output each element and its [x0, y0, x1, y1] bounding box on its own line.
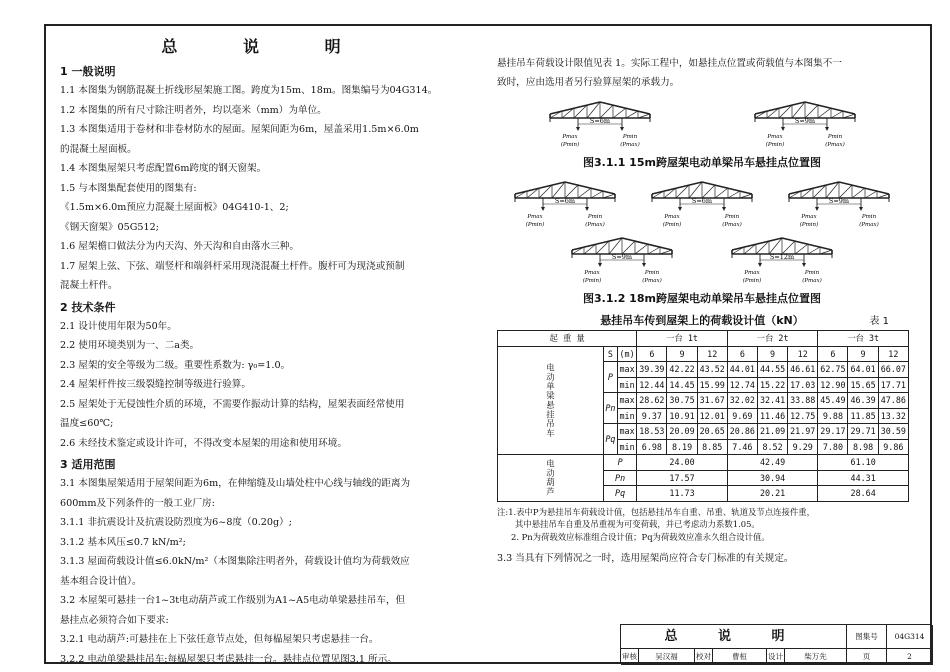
truss-label: S=6m — [691, 197, 713, 205]
table-cell: 8.52 — [757, 439, 787, 455]
truss-member — [732, 238, 782, 250]
table-cell: 14.45 — [667, 377, 697, 393]
review-name: 吴汉福 — [639, 649, 695, 665]
table-cell: 17.71 — [878, 377, 908, 393]
s3-line: 3.1.2 基本风压≤0.7 kN/m²; — [60, 536, 186, 548]
left-column — [52, 30, 480, 669]
truss-diagram — [722, 232, 842, 288]
load-arrow — [825, 127, 829, 131]
table-cell: 44.31 — [818, 470, 909, 486]
s1-line: 1.4 本图集屋架只考虑配置6m跨度的钢天窗架。 — [60, 163, 267, 174]
truss-diagram — [779, 176, 899, 232]
clause-3-3: 3.3 当具有下列情况之一时，选用屋架尚应符合专门标准的有关规定。 — [497, 553, 794, 564]
truss-label: Pmax — [584, 270, 600, 276]
truss-diagram — [540, 96, 660, 152]
s3-line: 3.2.1 电动葫芦:可悬挂在上下弦任意节点处，但每榀屋架只考虑悬挂一台。 — [60, 634, 379, 645]
table-cell: 30.59 — [878, 424, 908, 440]
table-cell: 28.62 — [637, 393, 667, 409]
truss-label: Pmin — [724, 214, 740, 220]
load-arrow — [541, 207, 545, 211]
table-cell: max — [617, 393, 636, 409]
table-cell: 42.22 — [667, 362, 697, 378]
load-arrow — [802, 263, 806, 267]
table-cell: 一台 3t — [818, 331, 909, 347]
s1-line: 的混凝土屋面板。 — [60, 143, 137, 155]
table-cell: 11.85 — [848, 408, 878, 424]
table-cell: min — [617, 439, 636, 455]
truss-label: (Pmin) — [742, 278, 762, 284]
table-cell: 9 — [667, 346, 697, 362]
table-cell: 15.99 — [697, 377, 727, 393]
truss-member — [808, 247, 820, 254]
table-cell: 43.52 — [697, 362, 727, 378]
table-cell: 10.91 — [667, 408, 697, 424]
table-cell: 8.19 — [667, 439, 697, 455]
atlas-number: 04G314 — [887, 625, 933, 649]
note-line-2: 其中悬挂吊车自重及吊重视为可变荷载，并已考虑动力系数1.05。 — [515, 519, 760, 529]
truss-label: (Pmax) — [722, 222, 742, 228]
table-cell: 11.73 — [637, 486, 728, 502]
truss-member — [572, 238, 622, 250]
s1-line: 1.7 屋架上弦、下弦、端竖杆和端斜杆采用现浇混凝土杆件。腹杆可为现浇或预制 — [60, 260, 405, 272]
truss-member — [652, 182, 702, 194]
table-cell: 20.86 — [727, 424, 757, 440]
table-cell: max — [617, 362, 636, 378]
table-cell: 44.01 — [727, 362, 757, 378]
table-cell: 62.75 — [818, 362, 848, 378]
s2-line: 2.4 屋架杆件按三级裂缝控制等级进行验算。 — [60, 379, 251, 390]
table-cell: P — [603, 455, 636, 471]
truss-label: Pmax — [527, 214, 543, 220]
page-label: 页 — [847, 649, 887, 665]
table-cell: 12 — [878, 346, 908, 362]
table-cell: 47.86 — [878, 393, 908, 409]
table-cell: 33.88 — [788, 393, 818, 409]
truss-diagram — [642, 176, 762, 232]
table-cell: 24.00 — [637, 455, 728, 471]
s2-line: 2.3 屋架的安全等级为二级。重要性系数为: γ₀=1.0。 — [60, 359, 291, 371]
figure-18m-caption: 图3.1.2 18m跨屋架电动单梁吊车悬挂点位置图 — [583, 292, 821, 305]
s2-line: 2.6 未经技术鉴定或设计许可，不得改变本屋架的用途和使用环境。 — [60, 437, 347, 449]
table-cell: 9.69 — [727, 408, 757, 424]
truss-label: S=9m — [828, 197, 849, 205]
truss-label: (Pmin) — [582, 278, 602, 284]
table-cell: 11.46 — [757, 408, 787, 424]
s1-line: 1.1 本图集为钢筋混凝土折线形屋架施工图。跨度为15m、18m。图集编号为04G314。 — [60, 85, 438, 96]
truss-diagram — [505, 176, 625, 232]
load-arrow — [620, 127, 624, 131]
table-cell: 13.32 — [878, 408, 908, 424]
table-cell: 一台 2t — [727, 331, 818, 347]
intro-line-1: 悬挂吊车荷载设计限值见表 1。实际工程中，如悬挂点位置或荷载值与本图集不一 — [497, 58, 842, 69]
load-arrow — [758, 263, 762, 267]
load-arrow — [585, 207, 589, 211]
s2-line: 温度≤60℃; — [60, 418, 114, 429]
s1-line: 《1.5m×6.0m预应力混凝土屋面板》04G410-1、2; — [60, 202, 289, 213]
section-1-body — [52, 81, 480, 296]
truss-member — [852, 188, 865, 198]
truss-label: S=9m — [611, 253, 633, 261]
truss-member — [591, 191, 603, 198]
truss-label: Pmin — [861, 214, 876, 220]
doc-title: 总 说 明 — [161, 37, 371, 56]
s1-line: 《钢天窗架》05G512; — [60, 221, 159, 233]
figure-15m-caption: 图3.1.1 15m跨屋架电动单梁吊车悬挂点位置图 — [583, 156, 821, 169]
truss-label: S=9m — [794, 117, 815, 125]
table-cell: 20.21 — [727, 486, 818, 502]
table-cell: 12.75 — [788, 408, 818, 424]
table-title — [497, 312, 907, 328]
load-arrow — [598, 263, 602, 267]
truss-member — [648, 247, 660, 254]
table-cell: 31.67 — [697, 393, 727, 409]
truss-label: Pmin — [644, 270, 660, 276]
truss-diagram — [745, 96, 865, 152]
table-cell: 12.01 — [697, 408, 727, 424]
truss-member — [578, 188, 591, 198]
table-cell: 6 — [637, 346, 667, 362]
load-table — [497, 330, 909, 502]
table-cell: min — [617, 408, 636, 424]
table-cell: 46.39 — [848, 393, 878, 409]
s3-line: 基本组合设计值）。 — [60, 575, 142, 587]
table-cell: 32.02 — [727, 393, 757, 409]
section-1-title: 1 一般说明 — [60, 65, 116, 78]
table-cell: 9 — [757, 346, 787, 362]
table-cell: Pn — [603, 393, 617, 424]
table-cell: 29.17 — [818, 424, 848, 440]
load-arrow — [642, 263, 646, 267]
truss-label: Pmin — [804, 270, 820, 276]
load-arrow — [678, 207, 682, 211]
table-cell: 30.75 — [667, 393, 697, 409]
truss-diagram — [562, 232, 682, 288]
truss-label: S=6m — [589, 117, 610, 125]
title-block-title: 总 说 明 — [621, 625, 847, 649]
table-cell: max — [617, 424, 636, 440]
table-cell: 7.80 — [818, 439, 848, 455]
truss-member — [600, 102, 650, 114]
s1-line: 1.3 本图集适用于卷材和非卷材防水的屋面。屋架间距为6m，屋盖采用1.5m×6.0m — [60, 124, 419, 135]
section-2-body — [52, 317, 480, 454]
truss-label: S=6m — [555, 197, 576, 205]
table-cell: 电动单梁悬挂吊车 — [498, 346, 604, 455]
load-arrow — [781, 127, 785, 131]
truss-member — [789, 182, 839, 194]
table-cell: 15.65 — [848, 377, 878, 393]
s2-line: 2.2 使用环境类别为一、二a类。 — [60, 340, 200, 351]
truss-member — [613, 108, 626, 118]
truss-member — [818, 108, 831, 118]
truss-member — [622, 238, 672, 250]
table-cell: 66.07 — [878, 362, 908, 378]
table-cell: 12.44 — [637, 377, 667, 393]
truss-label: Pmin — [827, 134, 842, 140]
table-cell: 8.98 — [848, 439, 878, 455]
table-cell: 29.71 — [848, 424, 878, 440]
truss-label: Pmax — [744, 270, 760, 276]
table-cell: 12 — [697, 346, 727, 362]
s3-line: 3.2 本屋架可悬挂一台1~3t电动葫芦或工作级别为A1~A5电动单梁悬挂吊车，但 — [60, 595, 406, 606]
table-cell: 17.57 — [637, 470, 728, 486]
s2-line: 2.5 屋架处于无侵蚀性介质的环境，不需要作振动计算的结构，屋架表面经常使用 — [60, 398, 405, 410]
page-number: 2 — [887, 649, 933, 665]
check-name: 曹桓 — [713, 649, 767, 665]
figure-18m-trusses-row2 — [497, 232, 907, 288]
truss-label: Pmax — [766, 134, 783, 140]
s3-line: 600mm及下列条件的一般工业厂房: — [60, 497, 215, 509]
table-cell: 6.98 — [637, 439, 667, 455]
s1-line: 1.5 与本图集配套使用的图集有: — [60, 182, 197, 194]
table-cell: 9.86 — [878, 439, 908, 455]
table-cell: 20.09 — [667, 424, 697, 440]
truss-label: (Pmin) — [662, 222, 682, 228]
truss-label: Pmin — [588, 214, 603, 220]
table-title-text: 悬挂吊车传到屋架上的荷载设计值（kN） — [600, 314, 804, 327]
load-arrow — [722, 207, 726, 211]
section-3-body — [52, 474, 480, 669]
table-cell: 18.53 — [637, 424, 667, 440]
truss-label: S=12m — [769, 253, 795, 261]
table-cell: 8.85 — [697, 439, 727, 455]
table-cell: 39.39 — [637, 362, 667, 378]
table-cell: 9.29 — [788, 439, 818, 455]
truss-member — [755, 102, 805, 114]
table-cell: Pn — [603, 470, 636, 486]
atlas-label: 图集号 — [847, 625, 887, 649]
table-header-row — [498, 331, 909, 347]
table-cell: (m) — [617, 346, 636, 362]
table-cell: 20.65 — [697, 424, 727, 440]
truss-member — [782, 238, 832, 250]
check-label: 校对 — [695, 649, 713, 665]
table-cell: 9.37 — [637, 408, 667, 424]
table-cell: 6 — [818, 346, 848, 362]
figure-18m-trusses-row1 — [497, 176, 907, 232]
load-arrow — [815, 207, 819, 211]
table-row — [498, 455, 909, 471]
truss-label: (Pmax) — [619, 142, 640, 148]
design-name: 柴万先 — [785, 649, 847, 665]
truss-label: (Pmin) — [560, 142, 579, 148]
truss-label: (Pmax) — [824, 142, 845, 148]
right-column — [497, 54, 907, 568]
truss-label: (Pmax) — [585, 222, 606, 228]
s3-line: 3.1 本图集屋架适用于屋架间距为6m，在伸缩缝及山墙处柱中心线与轴线的距离为 — [60, 478, 411, 489]
table-cell: 9.88 — [818, 408, 848, 424]
table-cell: 46.61 — [788, 362, 818, 378]
truss-label: (Pmin) — [526, 222, 545, 228]
design-label: 设计 — [767, 649, 785, 665]
s3-line: 3.1.3 屋面荷载设计值≤6.0kN/m²（本图集除注明者外，荷载设计值均为荷载效应 — [60, 556, 410, 567]
review-label: 审核 — [621, 649, 639, 665]
table-cell: 7.46 — [727, 439, 757, 455]
table-cell: Pq — [603, 486, 636, 502]
truss-member — [831, 111, 843, 118]
section-3-title: 3 适用范围 — [60, 458, 116, 471]
note-line-3: 2. Pn为荷载效应标准组合设计值；Pq为荷载效应准永久组合设计值。 — [511, 531, 770, 542]
truss-member — [702, 182, 752, 194]
table-cell: 17.03 — [788, 377, 818, 393]
table-cell: 9 — [848, 346, 878, 362]
table-cell: 一台 1t — [637, 331, 728, 347]
truss-member — [515, 182, 565, 194]
s1-line: 1.2 本图集的所有尺寸除注明者外，均以毫米（mm）为单位。 — [60, 104, 327, 116]
table-cell: 28.64 — [818, 486, 909, 502]
load-arrow — [859, 207, 863, 211]
table-cell: 61.10 — [818, 455, 909, 471]
table-cell: P — [603, 362, 617, 393]
title-block — [620, 624, 932, 664]
truss-label: Pmax — [561, 134, 578, 140]
figure-15m-trusses — [497, 96, 907, 152]
table-cell: 起 重 量 — [498, 331, 637, 347]
truss-member — [795, 244, 808, 254]
table-cell: 45.49 — [818, 393, 848, 409]
truss-member — [839, 182, 889, 194]
section-2-title: 2 技术条件 — [60, 300, 116, 314]
table-cell: 15.22 — [757, 377, 787, 393]
truss-member — [635, 244, 648, 254]
table-cell: 电动葫芦 — [498, 455, 604, 502]
truss-member — [626, 111, 638, 118]
table-cell: 21.09 — [757, 424, 787, 440]
truss-label: (Pmin) — [765, 142, 784, 148]
truss-member — [728, 191, 740, 198]
table-cell: 12.74 — [727, 377, 757, 393]
table-cell: 12.90 — [818, 377, 848, 393]
table-cell: 32.41 — [757, 393, 787, 409]
s1-line: 1.6 屋架檐口做法分为内天沟、外天沟和自由落水三种。 — [60, 241, 299, 252]
truss-member — [865, 191, 877, 198]
table-cell: min — [617, 377, 636, 393]
table-cell: 44.55 — [757, 362, 787, 378]
truss-member — [565, 182, 615, 194]
s3-line: 悬挂点必须符合如下要求: — [60, 614, 169, 626]
table-number: 表 1 — [869, 316, 889, 327]
intro-line-2: 致时，应由选用者另行验算屋架的承载力。 — [497, 77, 680, 88]
s2-line: 2.1 设计使用年限为50年。 — [60, 320, 177, 332]
load-arrow — [576, 127, 580, 131]
truss-label: Pmax — [800, 214, 817, 220]
truss-member — [715, 188, 728, 198]
table-header-row — [498, 346, 909, 362]
table-cell: 64.01 — [848, 362, 878, 378]
s3-line: 3.1.1 非抗震设计及抗震设防烈度为6~8度（0.20g）; — [60, 517, 292, 528]
truss-member — [550, 102, 600, 114]
table-cell: Pq — [603, 424, 617, 455]
truss-label: Pmax — [664, 214, 680, 220]
table-cell: 21.97 — [788, 424, 818, 440]
truss-member — [805, 102, 855, 114]
truss-label: (Pmax) — [642, 278, 662, 284]
table-cell: 12 — [788, 346, 818, 362]
table-cell: 42.49 — [727, 455, 818, 471]
table-cell: 30.94 — [727, 470, 818, 486]
table-cell: 6 — [727, 346, 757, 362]
truss-label: (Pmax) — [858, 222, 879, 228]
truss-label: Pmin — [622, 134, 637, 140]
s1-line: 混凝土杆件。 — [60, 280, 118, 291]
note-line-1: 注:1.表中P为悬挂吊车荷载设计值，包括悬挂吊车自重、吊重、轨道及节点连接件重， — [497, 506, 815, 517]
truss-label: (Pmin) — [799, 222, 818, 228]
s3-line: 3.2.2 电动单梁悬挂吊车:每榀屋架只考虑悬挂一台。悬挂点位置见图3.1 所示。 — [60, 653, 397, 665]
truss-label: (Pmax) — [802, 278, 822, 284]
table-cell: S — [603, 346, 617, 362]
